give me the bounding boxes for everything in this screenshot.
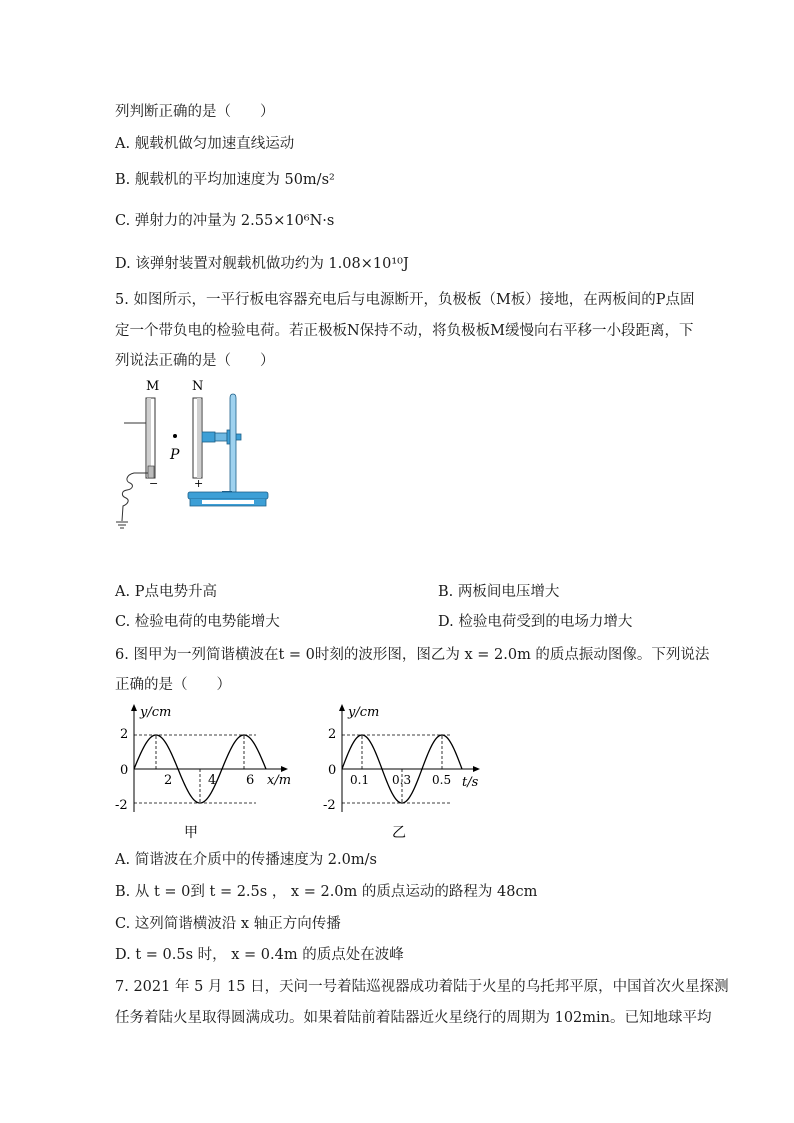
vibration-graph-yi (318, 700, 498, 845)
q6-option-a: A. 简谐波在介质中的传播速度为 2.0m/s (115, 852, 377, 868)
q5-stem-line-3: 列说法正确的是（ ） (115, 353, 275, 369)
point-p-label: P (170, 447, 180, 463)
graph-yi-caption: 乙 (392, 825, 406, 841)
q7-stem-line-1: 7. 2021 年 5 月 15 日，天问一号着陆巡视器成功着陆于火星的乌托邦平原，中国首次火星探测 (115, 979, 729, 995)
graph-yi-ytick-2: 2 (328, 727, 337, 742)
capacitor-figure (110, 378, 280, 543)
graph-jia-xlabel: x/m (267, 773, 292, 788)
graph-yi-ylabel: y/cm (348, 705, 380, 720)
graph-jia-ytick-2: 2 (120, 727, 129, 742)
graph-jia-caption: 甲 (184, 825, 198, 841)
wave-graph-jia (112, 700, 302, 845)
graph-yi-xtick-05: 0.5 (432, 773, 452, 787)
plate-m-label: M (146, 379, 160, 394)
graph-jia-xtick-6: 6 (246, 773, 255, 788)
plate-n-label: N (192, 379, 204, 394)
q6-option-d: D. t = 0.5s 时， x = 0.4m 的质点处在波峰 (115, 947, 404, 963)
q6-stem-line-2: 正确的是（ ） (115, 677, 231, 693)
graph-yi-xtick-03: 0.3 (392, 773, 412, 787)
q6-option-b: B. 从 t = 0到 t = 2.5s ， x = 2.0m 的质点运动的路程为 48cm (115, 884, 538, 900)
q5-stem-line-2: 定一个带负电的检验电荷。若正极板N保持不动，将负极板M缓慢向右平移一小段距离，下 (115, 323, 694, 339)
graph-yi-xlabel: t/s (462, 775, 479, 790)
ground-wire (122, 473, 148, 521)
graph-jia-ylabel: y/cm (140, 705, 172, 720)
q5-option-d: D. 检验电荷受到的电场力增大 (438, 614, 633, 630)
q5-stem-line-1: 5. 如图所示，一平行板电容器充电后与电源断开，负极板（M板）接地，在两板间的P点固 (115, 292, 695, 308)
q5-option-b: B. 两板间电压增大 (438, 584, 560, 600)
q5-option-a: A. P点电势升高 (115, 584, 217, 600)
graph-jia-xtick-4: 4 (208, 773, 217, 788)
graph-jia-ytick-0: 0 (120, 763, 129, 778)
q4-stem-end: 列判断正确的是（ ） (115, 104, 275, 120)
q7-stem-line-2: 任务着陆火星取得圆满成功。如果着陆前着陆器近火星绕行的周期为 102min。已知地球平均 (115, 1010, 712, 1026)
q4-option-b: B. 舰载机的平均加速度为 50m/s² (115, 172, 335, 188)
q4-option-c: C. 弹射力的冲量为 2.55×10⁶N·s (115, 213, 335, 229)
q4-option-a: A. 舰载机做匀加速直线运动 (115, 136, 295, 152)
q5-option-c: C. 检验电荷的电势能增大 (115, 614, 280, 630)
point-p (173, 434, 177, 438)
q4-option-d: D. 该弹射装置对舰载机做功约为 1.08×10¹⁰J (115, 256, 409, 272)
ground-icon (116, 522, 128, 528)
q6-stem-line-1: 6. 图甲为一列简谐横波在t = 0时刻的波形图，图乙为 x = 2.0m 的质点振动图像。下列说法 (115, 647, 710, 663)
graph-jia-xtick-2: 2 (164, 773, 173, 788)
graph-yi-xtick-01: 0.1 (350, 773, 370, 787)
graph-jia-ytick-neg2: -2 (115, 798, 128, 813)
minus-sign: − (149, 477, 159, 490)
plus-sign: + (194, 477, 204, 490)
graph-yi-ytick-neg2: -2 (323, 798, 336, 813)
graph-yi-ytick-0: 0 (328, 763, 337, 778)
q6-option-c: C. 这列简谐横波沿 x 轴正方向传播 (115, 916, 341, 932)
